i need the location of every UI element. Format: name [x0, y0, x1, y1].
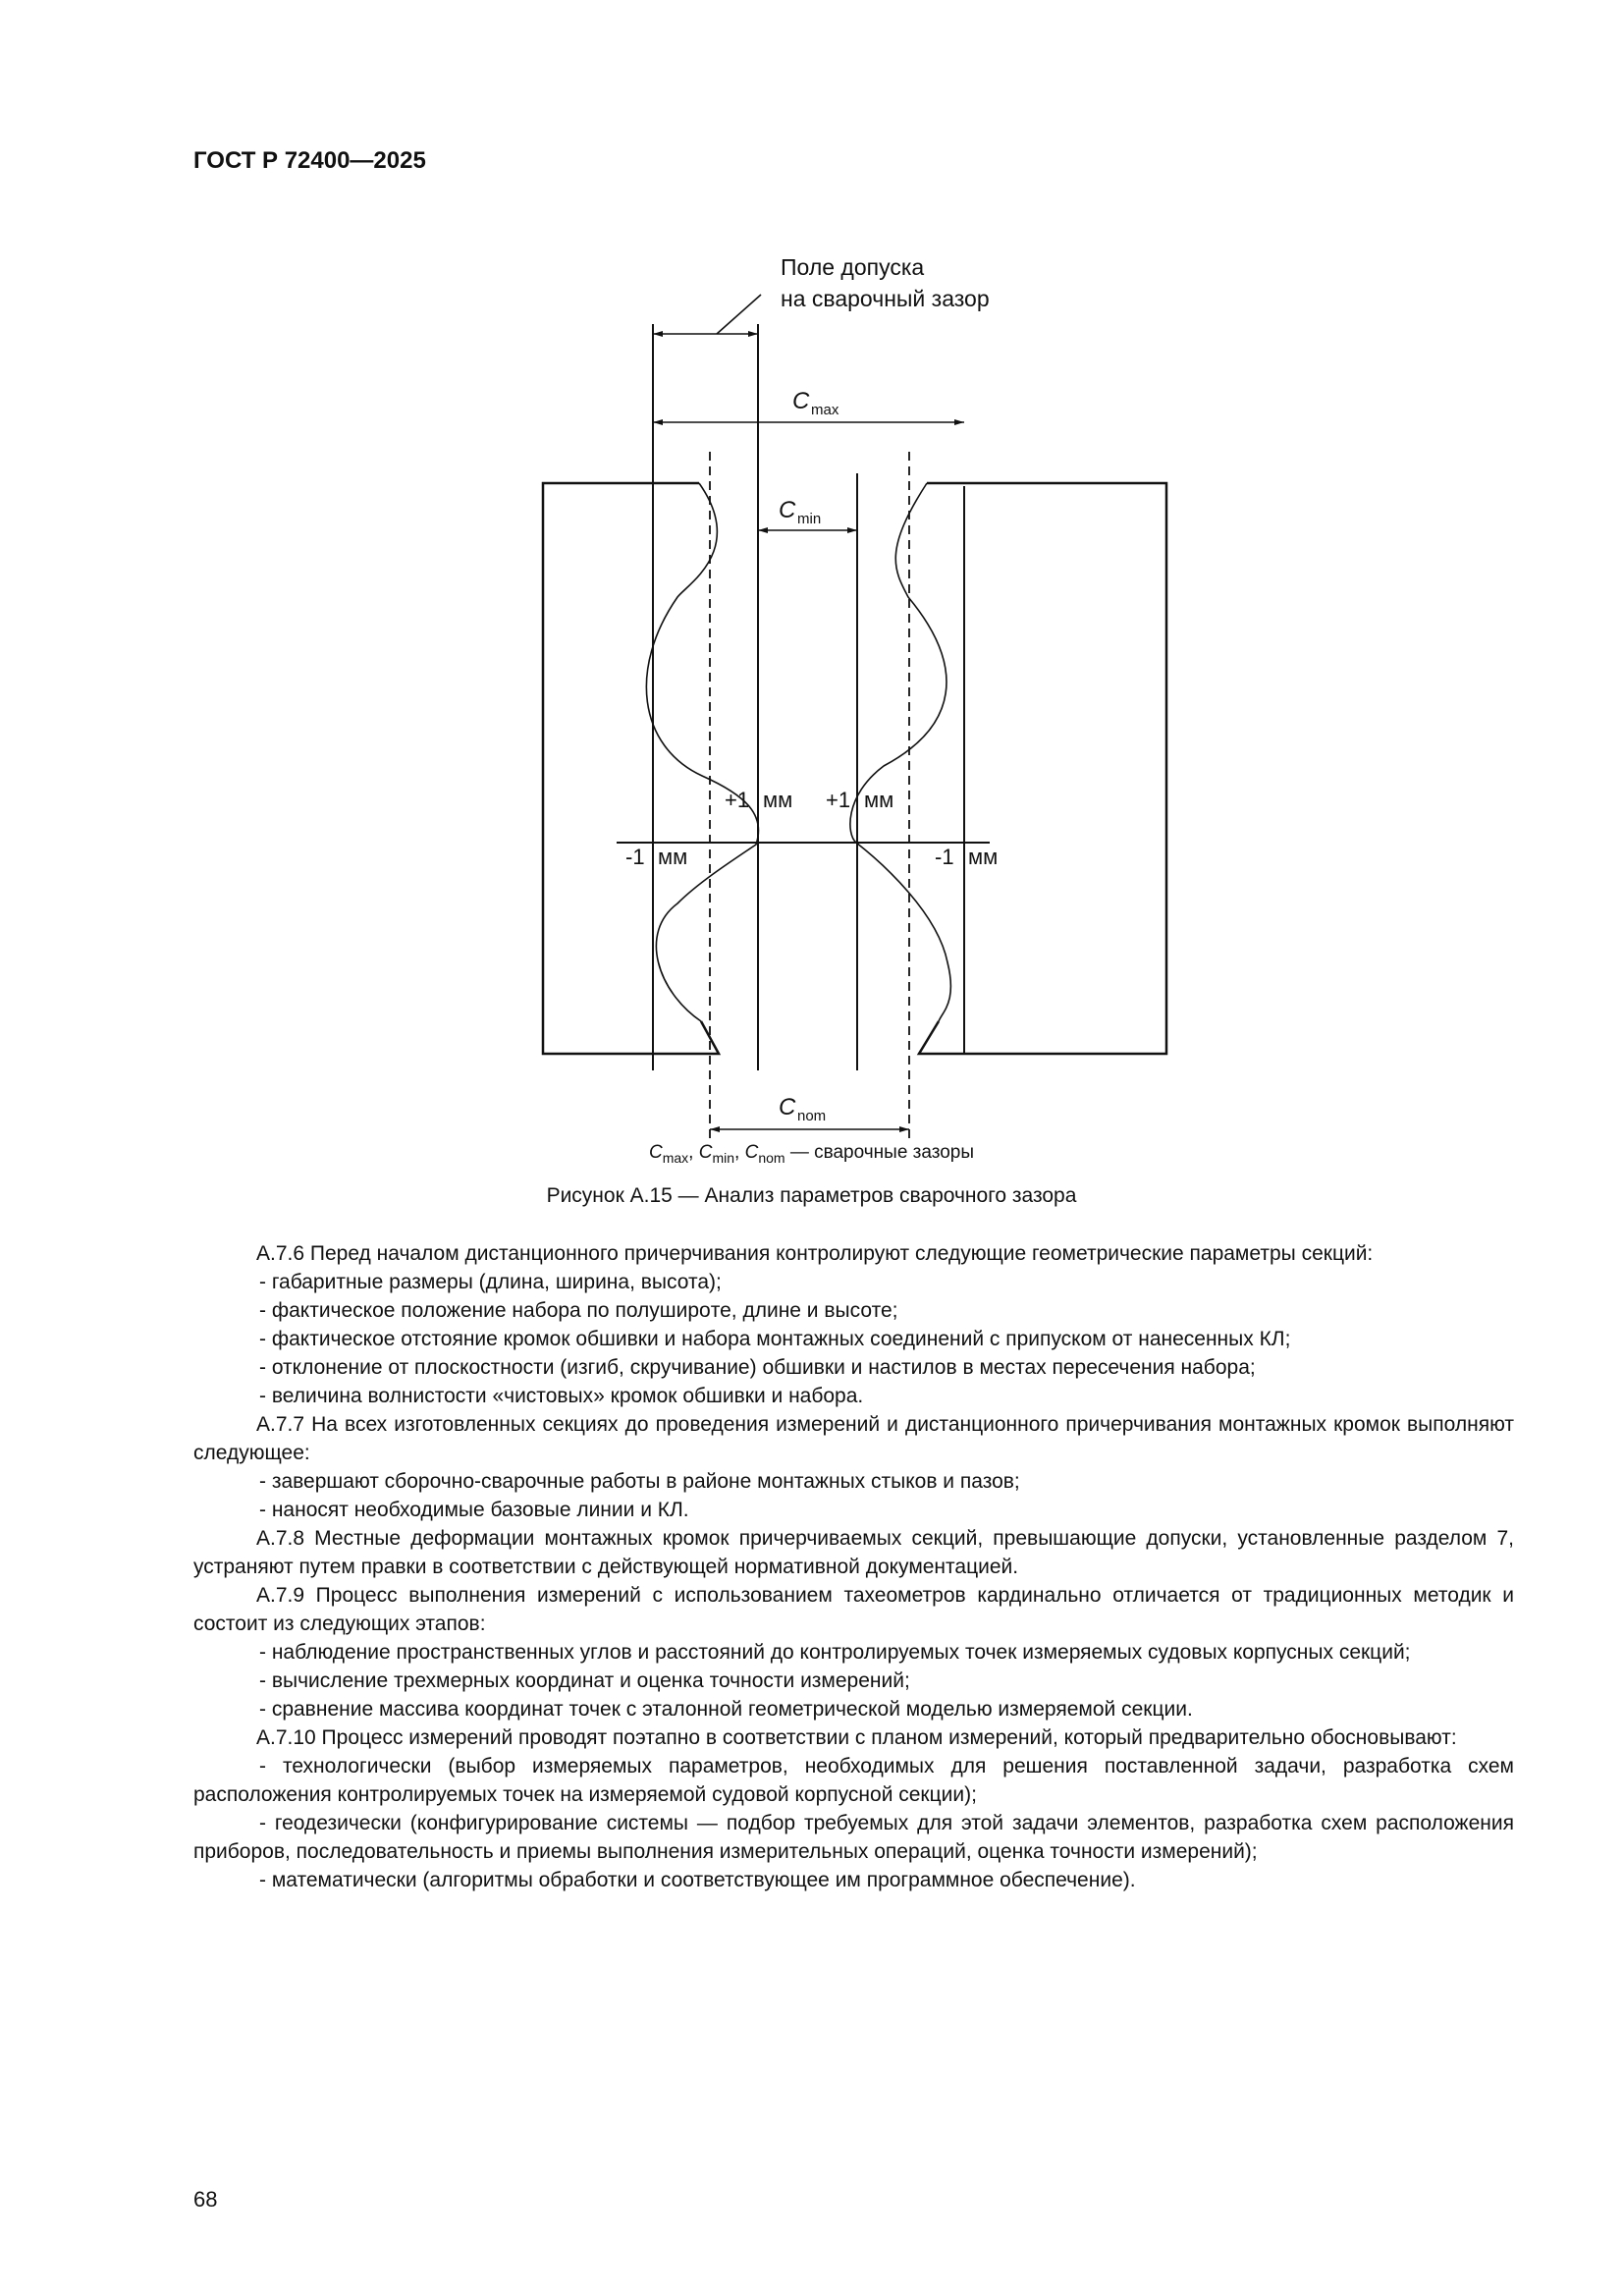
- body-paragraph: А.7.6 Перед началом дистанционного причерчивания контролируют следующие геометрические параметры секций:: [256, 1242, 1374, 1265]
- plus-left-value: +1: [725, 788, 750, 812]
- cmin-label: C: [779, 497, 796, 523]
- minus-right-unit: мм: [968, 845, 999, 869]
- cnom-label: C: [779, 1094, 796, 1121]
- legend-cmax: C: [648, 1142, 663, 1163]
- list-item: - габаритные размеры (длина, ширина, высота);: [259, 1271, 722, 1293]
- tolerance-label-line1: Поле допуска: [781, 254, 925, 280]
- body-paragraph: А.7.8 Местные деформации монтажных кромок причерчиваемых секций, превышающие допуски, установленные разделом 7, устраняют путем правки в соответствии с действующей нормативной документацией.: [193, 1527, 1514, 1578]
- tolerance-leader-line: [717, 295, 761, 334]
- tolerance-label-line2: на сварочный зазор: [781, 286, 990, 311]
- figure-caption: Рисунок А.15 — Анализ параметров сварочного зазора: [546, 1184, 1077, 1207]
- legend-text: — сварочные зазоры: [784, 1142, 975, 1163]
- body-paragraph: А.7.7 На всех изготовленных секциях до проведения измерений и дистанционного причерчивания монтажных кромок выполняют следующее:: [193, 1413, 1514, 1464]
- legend-sep2: ,: [734, 1142, 745, 1163]
- left-plate: [543, 483, 719, 1054]
- cmin-label-sub: min: [797, 511, 822, 527]
- list-item: - вычисление трехмерных координат и оценка точности измерений;: [259, 1669, 910, 1692]
- list-item: - фактическое отстояние кромок обшивки и набора монтажных соединений с припуском от нанесенных КЛ;: [259, 1328, 1291, 1350]
- list-item: - фактическое положение набора по полуширoте, длине и высоте;: [259, 1299, 898, 1322]
- list-item: - наблюдение пространственных углов и расстояний до контролируемых точек измеряемых судовых корпусных секций;: [259, 1641, 1411, 1664]
- plus-right-unit: мм: [864, 788, 894, 812]
- body-paragraph: А.7.10 Процесс измерений проводят поэтапно в соответствии с планом измерений, который предварительно обосновывают:: [256, 1726, 1457, 1749]
- minus-left-value: -1: [625, 845, 645, 869]
- figure-legend: [0, 1142, 1623, 1166]
- body-text: [193, 1239, 1514, 1894]
- cmax-label: C: [792, 388, 810, 414]
- body-paragraph: А.7.9 Процесс выполнения измерений с использованием тахеометров кардинально отличается от традиционных методик и состоит из следующих этапов:: [193, 1584, 1514, 1635]
- legend-cmin-sub: min: [712, 1149, 735, 1166]
- plus-right-value: +1: [826, 788, 851, 812]
- list-item: - математически (алгоритмы обработки и соответствующее им программное обеспечение).: [259, 1869, 1136, 1891]
- legend-cnom-sub: nom: [758, 1149, 785, 1166]
- right-wavy-edge: [850, 483, 950, 1021]
- list-item: - наносят необходимые базовые линии и КЛ.: [259, 1499, 689, 1521]
- legend-cnom: C: [744, 1142, 759, 1163]
- list-item: - отклонение от плоскостности (изгиб, скручивание) обшивки и настилов в местах пересечения набора;: [259, 1356, 1256, 1379]
- legend-sep1: ,: [688, 1142, 699, 1163]
- cmax-label-sub: max: [811, 402, 839, 418]
- legend-cmin: C: [698, 1142, 713, 1163]
- plus-left-unit: мм: [763, 788, 793, 812]
- list-item: - технологически (выбор измеряемых параметров, необходимых для решения поставленной задачи, разработка схем расположения контролируемых точек на измеряемой судовой корпусной секции);: [193, 1755, 1514, 1806]
- legend-cmax-sub: max: [662, 1149, 689, 1166]
- cnom-label-sub: nom: [797, 1108, 827, 1124]
- list-item: - завершают сборочно-сварочные работы в районе монтажных стыков и пазов;: [259, 1470, 1020, 1493]
- minus-left-unit: мм: [658, 845, 688, 869]
- minus-right-value: -1: [935, 845, 954, 869]
- document-code: ГОСТ Р 72400—2025: [193, 147, 426, 174]
- right-plate: [919, 483, 1166, 1054]
- list-item: - величина волнистости «чистовых» кромок обшивки и набора.: [259, 1385, 864, 1407]
- list-item: - сравнение массива координат точек с эталонной геометрической моделью измеряемой секции.: [259, 1698, 1193, 1721]
- left-wavy-edge: [646, 483, 758, 1021]
- list-item: - геодезически (конфигурирование системы — подбор требуемых для этой задачи элементов, разработка схем расположения приборов, последовательность и приемы выполнения измерительных операций, оценка точности измерений);: [193, 1812, 1514, 1863]
- page-number: 68: [193, 2187, 218, 2212]
